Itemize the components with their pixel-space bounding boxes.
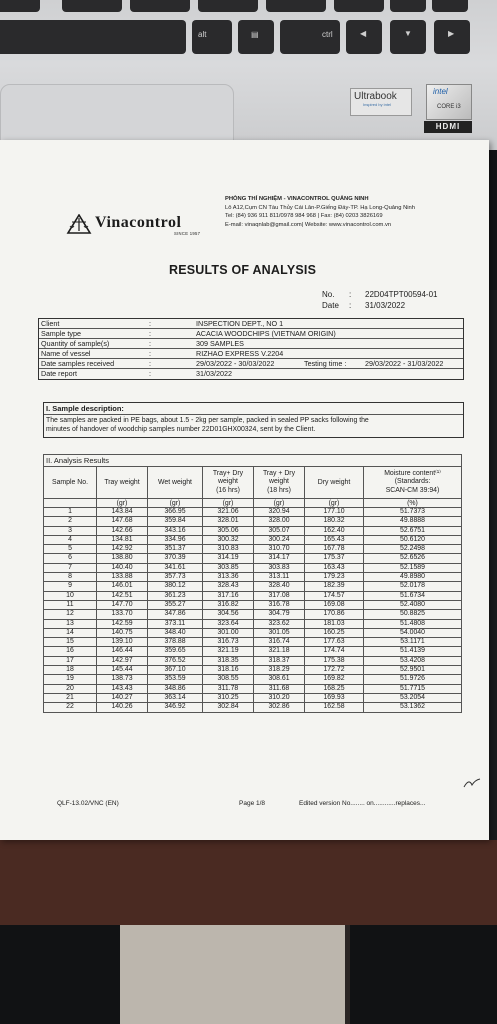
- tray-dry-18-cell: 305.07: [254, 526, 305, 535]
- table-row: [44, 545, 462, 554]
- tray-dry-18-cell: 318.37: [254, 656, 305, 665]
- description-heading: I. Sample description:: [44, 403, 463, 415]
- lab-address: [225, 195, 415, 229]
- tray-dry-16-cell: 308.55: [203, 675, 254, 684]
- info-value: 31/03/2022: [196, 369, 232, 379]
- leg-right: [350, 925, 497, 1024]
- moisture-cell: 50.8825: [364, 610, 462, 619]
- col-tray-dry-18-line1: Tray + Dry: [262, 469, 296, 477]
- dry-weight-cell: 177.10: [305, 508, 364, 517]
- tray-weight-cell: 145.44: [97, 666, 148, 675]
- unit-cell: (%): [364, 499, 462, 508]
- sample-no-cell: 6: [44, 554, 97, 563]
- wet-weight-cell: 361.23: [148, 591, 203, 600]
- dry-weight-cell: 172.72: [305, 666, 364, 675]
- key: [130, 0, 190, 12]
- moisture-cell: 54.0040: [364, 628, 462, 637]
- tray-dry-18-cell: 321.18: [254, 647, 305, 656]
- moisture-cell: 52.2498: [364, 545, 462, 554]
- wet-weight-cell: 357.73: [148, 573, 203, 582]
- ctrl-key: [280, 20, 340, 54]
- results-table: [43, 454, 462, 713]
- moisture-cell: 50.6120: [364, 535, 462, 544]
- tray-weight-cell: 143.43: [97, 684, 148, 693]
- sample-no-cell: 21: [44, 693, 97, 702]
- info-colon: :: [149, 319, 151, 328]
- col-moisture-line3: SCAN-CM 39:94): [385, 486, 440, 494]
- info-label: Date report: [41, 369, 77, 379]
- col-moisture: [364, 467, 462, 499]
- unit-cell-empty: [44, 499, 97, 508]
- arrow-right-icon: ▶: [448, 29, 455, 38]
- tray-dry-16-cell: 304.56: [203, 610, 254, 619]
- info-row-date-received: [39, 359, 463, 369]
- moisture-cell: 49.8888: [364, 517, 462, 526]
- key: [266, 0, 326, 12]
- dry-weight-cell: 175.38: [305, 656, 364, 665]
- results-header-row: [44, 467, 462, 499]
- tray-weight-cell: 140.26: [97, 703, 148, 712]
- info-label: Name of vessel: [41, 349, 91, 359]
- dry-weight-cell: 169.82: [305, 675, 364, 684]
- dry-weight-cell: 181.03: [305, 619, 364, 628]
- testing-time-label: Testing time :: [304, 359, 347, 369]
- sample-no-cell: 9: [44, 582, 97, 591]
- table-row: [44, 703, 462, 712]
- lab-address-line: Lô A12,Cụm CN Tàu Thủy Cái Lân-P.Giếng Đáy-TP. Hạ Long-Quảng Ninh: [225, 204, 416, 211]
- intel-core-label: CORE i3: [437, 104, 461, 110]
- tray-weight-cell: 142.66: [97, 526, 148, 535]
- dry-weight-cell: 165.43: [305, 535, 364, 544]
- dry-weight-cell: 163.43: [305, 563, 364, 572]
- wet-weight-cell: 366.95: [148, 508, 203, 517]
- key: [432, 0, 468, 12]
- dry-weight-cell: 179.23: [305, 573, 364, 582]
- key: [62, 0, 122, 12]
- sample-no-cell: 16: [44, 647, 97, 656]
- dry-weight-cell: 162.58: [305, 703, 364, 712]
- testing-time-value: 29/03/2022 - 31/03/2022: [365, 359, 444, 369]
- sample-description: [43, 402, 464, 438]
- info-colon: :: [149, 329, 151, 339]
- info-row-date-report: [39, 369, 463, 378]
- table-row: [44, 628, 462, 637]
- info-label: Client: [41, 319, 60, 328]
- tray-dry-16-cell: 318.16: [203, 666, 254, 675]
- wet-weight-cell: 355.27: [148, 600, 203, 609]
- tray-dry-16-cell: 317.16: [203, 591, 254, 600]
- tray-dry-18-cell: 317.08: [254, 591, 305, 600]
- tray-dry-18-cell: 320.94: [254, 508, 305, 517]
- key: [334, 0, 384, 12]
- sample-no-cell: 8: [44, 573, 97, 582]
- col-moisture-line1: Moisture content⁽¹⁾: [384, 469, 441, 477]
- alt-key: [192, 20, 232, 54]
- col-tray-dry-18: [254, 467, 305, 499]
- intel-sticker: [426, 84, 472, 120]
- tray-dry-16-cell: 311.78: [203, 684, 254, 693]
- tray-dry-18-cell: 308.61: [254, 675, 305, 684]
- moisture-cell: 52.6526: [364, 554, 462, 563]
- results-units-row: [44, 499, 462, 508]
- tray-dry-18-cell: 310.70: [254, 545, 305, 554]
- tray-dry-18-cell: 303.83: [254, 563, 305, 572]
- dry-weight-cell: 162.40: [305, 526, 364, 535]
- tray-dry-16-cell: 302.84: [203, 703, 254, 712]
- edited-version: Edited version No........ on............replaces...: [299, 800, 426, 807]
- wet-weight-cell: 378.88: [148, 638, 203, 647]
- table-row: [44, 638, 462, 647]
- info-value: INSPECTION DEPT., NO 1: [196, 319, 284, 328]
- tray-dry-16-cell: 305.06: [203, 526, 254, 535]
- moisture-cell: 52.4080: [364, 600, 462, 609]
- tray-weight-cell: 146.01: [97, 582, 148, 591]
- sample-no-cell: 1: [44, 508, 97, 517]
- hdmi-label: HDMI: [435, 122, 461, 131]
- info-row-quantity: [39, 339, 463, 349]
- col-tray-dry-18-line2: weight: [269, 478, 289, 486]
- report-date-colon: :: [349, 301, 352, 310]
- moisture-cell: 49.8980: [364, 573, 462, 582]
- tray-weight-cell: 140.40: [97, 563, 148, 572]
- lab-email: E-mail: vinaqnlab@gmail.com| Website: www.vinacontrol.com.vn: [225, 221, 392, 228]
- wet-weight-cell: 370.39: [148, 554, 203, 563]
- tray-dry-16-cell: 321.06: [203, 508, 254, 517]
- sample-no-cell: 19: [44, 675, 97, 684]
- tray-dry-16-cell: 303.85: [203, 563, 254, 572]
- unit-cell: (gr): [148, 499, 203, 508]
- sample-no-cell: 18: [44, 666, 97, 675]
- arrow-down-icon: ▼: [404, 29, 412, 38]
- tray-dry-16-cell: 310.25: [203, 693, 254, 702]
- info-label: Sample type: [41, 329, 81, 339]
- intel-label: intel: [433, 87, 448, 96]
- page-number: Page 1/8: [239, 800, 266, 807]
- tray-dry-18-cell: 316.74: [254, 638, 305, 647]
- client-info-table: [38, 318, 464, 380]
- report-number-label: No.: [322, 290, 335, 299]
- info-row-sample-type: [39, 329, 463, 339]
- menu-key: [238, 20, 274, 54]
- col-tray-weight: Tray weight: [97, 467, 148, 499]
- sample-no-cell: 17: [44, 656, 97, 665]
- tray-weight-cell: 133.70: [97, 610, 148, 619]
- tray-dry-16-cell: 321.19: [203, 647, 254, 656]
- table-row: [44, 563, 462, 572]
- tray-dry-16-cell: 316.82: [203, 600, 254, 609]
- tray-weight-cell: 142.51: [97, 591, 148, 600]
- ultrabook-sticker: [350, 88, 412, 116]
- moisture-cell: 51.7373: [364, 508, 462, 517]
- report-date: 31/03/2022: [365, 301, 406, 310]
- sample-no-cell: 20: [44, 684, 97, 693]
- dry-weight-cell: 174.74: [305, 647, 364, 656]
- table-row: [44, 535, 462, 544]
- unit-cell: (gr): [97, 499, 148, 508]
- tray-dry-16-cell: 314.19: [203, 554, 254, 563]
- dry-weight-cell: 170.86: [305, 610, 364, 619]
- tray-weight-cell: 146.44: [97, 647, 148, 656]
- col-tray-dry-16: [203, 467, 254, 499]
- tray-dry-18-cell: 328.40: [254, 582, 305, 591]
- sample-no-cell: 15: [44, 638, 97, 647]
- wet-weight-cell: 367.10: [148, 666, 203, 675]
- laptop-keyboard-area: [0, 0, 497, 160]
- info-label: Date samples received: [41, 359, 115, 369]
- wet-weight-cell: 346.92: [148, 703, 203, 712]
- moisture-cell: 51.4139: [364, 647, 462, 656]
- tray-dry-18-cell: 323.62: [254, 619, 305, 628]
- table-row: [44, 508, 462, 517]
- wet-weight-cell: 341.61: [148, 563, 203, 572]
- col-tray-dry-18-line3: (18 hrs): [267, 486, 291, 494]
- tray-dry-18-cell: 302.86: [254, 703, 305, 712]
- ctrl-key-label: ctrl: [322, 30, 333, 39]
- moisture-cell: 51.7715: [364, 684, 462, 693]
- key: [390, 0, 426, 12]
- wet-weight-cell: 376.52: [148, 656, 203, 665]
- tray-dry-18-cell: 328.00: [254, 517, 305, 526]
- report-number-colon: :: [349, 290, 352, 299]
- key: [198, 0, 258, 12]
- table-row: [44, 656, 462, 665]
- wet-weight-cell: 353.59: [148, 675, 203, 684]
- table-row: [44, 619, 462, 628]
- sample-no-cell: 7: [44, 563, 97, 572]
- arrow-left-icon: ◀: [360, 29, 367, 38]
- dry-weight-cell: 180.32: [305, 517, 364, 526]
- arrow-right-key: [434, 20, 470, 54]
- table-row: [44, 582, 462, 591]
- col-tray-dry-16-line3: (16 hrs): [216, 486, 240, 494]
- sample-no-cell: 4: [44, 535, 97, 544]
- table-row: [44, 526, 462, 535]
- tray-dry-16-cell: 310.83: [203, 545, 254, 554]
- tray-weight-cell: 147.70: [97, 600, 148, 609]
- arrow-down-key: [390, 20, 426, 54]
- sample-no-cell: 12: [44, 610, 97, 619]
- wet-weight-cell: 343.16: [148, 526, 203, 535]
- sample-no-cell: 10: [44, 591, 97, 600]
- table-row: [44, 573, 462, 582]
- moisture-cell: 52.0178: [364, 582, 462, 591]
- col-wet-weight: Wet weight: [148, 467, 203, 499]
- tray-weight-cell: 142.92: [97, 545, 148, 554]
- ultrabook-label: Ultrabook: [354, 91, 397, 102]
- tray-dry-16-cell: 323.64: [203, 619, 254, 628]
- table-row: [44, 675, 462, 684]
- table-row: [44, 554, 462, 563]
- key: [0, 0, 40, 12]
- sample-no-cell: 14: [44, 628, 97, 637]
- sample-no-cell: 3: [44, 526, 97, 535]
- signature-mark: [462, 776, 482, 790]
- col-sample-no: Sample No.: [44, 467, 97, 499]
- report-date-label: Date: [322, 301, 339, 310]
- tray-dry-16-cell: 328.43: [203, 582, 254, 591]
- tray-weight-cell: 142.97: [97, 656, 148, 665]
- dry-weight-cell: 169.93: [305, 693, 364, 702]
- info-row-client: [39, 319, 463, 329]
- tray-dry-18-cell: 316.78: [254, 600, 305, 609]
- tray-dry-18-cell: 314.17: [254, 554, 305, 563]
- wet-weight-cell: 348.40: [148, 628, 203, 637]
- tray-weight-cell: 143.84: [97, 508, 148, 517]
- ultrabook-sub-label: Inspired by intel: [363, 102, 392, 107]
- moisture-cell: 52.6751: [364, 526, 462, 535]
- sample-no-cell: 5: [44, 545, 97, 554]
- moisture-cell: 53.2054: [364, 693, 462, 702]
- info-colon: :: [149, 359, 151, 369]
- arrow-left-key: [346, 20, 382, 54]
- company-logo-text: Vinacontrol: [95, 214, 182, 231]
- wet-weight-cell: 359.84: [148, 517, 203, 526]
- report-paper: [0, 140, 489, 840]
- tray-weight-cell: 139.10: [97, 638, 148, 647]
- wet-weight-cell: 373.11: [148, 619, 203, 628]
- col-tray-dry-16-line1: Tray+ Dry: [212, 469, 244, 477]
- wet-weight-cell: 359.65: [148, 647, 203, 656]
- description-text-line2: minutes of handover of woodchip samples number 22D01GHX00324, sent by the Client.: [46, 426, 316, 433]
- dry-weight-cell: 175.37: [305, 554, 364, 563]
- report-number: 22D04TPT00594-01: [365, 290, 438, 299]
- wet-weight-cell: 351.37: [148, 545, 203, 554]
- dry-weight-cell: 160.25: [305, 628, 364, 637]
- moisture-cell: 52.9501: [364, 666, 462, 675]
- tray-dry-16-cell: 301.00: [203, 628, 254, 637]
- page-title: RESULTS OF ANALYSIS: [169, 263, 317, 277]
- info-colon: :: [149, 369, 151, 379]
- results-heading: II. Analysis Results: [44, 455, 462, 467]
- info-label: Quantity of sample(s): [41, 339, 110, 349]
- tray-dry-18-cell: 300.24: [254, 535, 305, 544]
- tray-dry-16-cell: 313.36: [203, 573, 254, 582]
- tray-weight-cell: 140.27: [97, 693, 148, 702]
- menu-icon: ▤: [251, 30, 259, 39]
- tray-weight-cell: 140.75: [97, 628, 148, 637]
- table-row: [44, 684, 462, 693]
- dry-weight-cell: 182.39: [305, 582, 364, 591]
- dry-weight-cell: 174.57: [305, 591, 364, 600]
- tray-dry-16-cell: 328.01: [203, 517, 254, 526]
- tray-dry-18-cell: 311.68: [254, 684, 305, 693]
- hdmi-logo: [424, 121, 472, 133]
- tray-weight-cell: 138.73: [97, 675, 148, 684]
- table-row: [44, 591, 462, 600]
- info-colon: :: [149, 349, 151, 359]
- info-row-vessel: [39, 349, 463, 359]
- unit-cell: (gr): [203, 499, 254, 508]
- lab-name: PHÒNG THÍ NGHIỆM - VINACONTROL QUẢNG NINH: [225, 196, 369, 202]
- scales-logo-icon: [66, 214, 92, 234]
- table-row: [44, 693, 462, 702]
- moisture-cell: 53.1171: [364, 638, 462, 647]
- tray-weight-cell: 133.88: [97, 573, 148, 582]
- moisture-cell: 51.6734: [364, 591, 462, 600]
- form-code: QLF-13.02/VNC (EN): [57, 800, 119, 807]
- tray-dry-16-cell: 300.32: [203, 535, 254, 544]
- tray-weight-cell: 134.81: [97, 535, 148, 544]
- company-since: SINCE 1957: [174, 231, 201, 236]
- wet-weight-cell: 348.86: [148, 684, 203, 693]
- floor-light: [115, 925, 345, 1024]
- lab-phone: Tel: (84) 936 911 811/0978 984 968 | Fax: (84) 0203 3826169: [225, 213, 383, 220]
- sample-no-cell: 22: [44, 703, 97, 712]
- table-edge: [0, 840, 497, 925]
- table-row: [44, 610, 462, 619]
- col-moisture-line2: (Standards:: [394, 478, 431, 486]
- table-row: [44, 600, 462, 609]
- wet-weight-cell: 363.14: [148, 693, 203, 702]
- wet-weight-cell: 334.96: [148, 535, 203, 544]
- unit-cell: (gr): [254, 499, 305, 508]
- dry-weight-cell: 168.25: [305, 684, 364, 693]
- alt-key-label: alt: [198, 30, 207, 39]
- sample-no-cell: 11: [44, 600, 97, 609]
- info-value: 309 SAMPLES: [196, 339, 244, 349]
- moisture-cell: 53.4208: [364, 656, 462, 665]
- info-value: ACACIA WOODCHIPS (VIETNAM ORIGIN): [196, 329, 336, 339]
- dry-weight-cell: 167.78: [305, 545, 364, 554]
- tray-dry-18-cell: 304.79: [254, 610, 305, 619]
- wet-weight-cell: 347.86: [148, 610, 203, 619]
- sample-no-cell: 2: [44, 517, 97, 526]
- dry-weight-cell: 169.08: [305, 600, 364, 609]
- results-body: [44, 508, 462, 713]
- tray-dry-18-cell: 301.05: [254, 628, 305, 637]
- sample-no-cell: 13: [44, 619, 97, 628]
- tray-dry-18-cell: 313.11: [254, 573, 305, 582]
- space-key: [0, 20, 186, 54]
- table-row: [44, 647, 462, 656]
- table-row: [44, 517, 462, 526]
- tray-weight-cell: 138.80: [97, 554, 148, 563]
- dry-weight-cell: 177.63: [305, 638, 364, 647]
- tray-dry-18-cell: 318.29: [254, 666, 305, 675]
- leg-left: [0, 925, 120, 1024]
- moisture-cell: 51.4808: [364, 619, 462, 628]
- col-dry-weight: Dry weight: [305, 467, 364, 499]
- unit-cell: (gr): [305, 499, 364, 508]
- tray-weight-cell: 142.59: [97, 619, 148, 628]
- moisture-cell: 51.9726: [364, 675, 462, 684]
- info-colon: :: [149, 339, 151, 349]
- tray-dry-16-cell: 316.73: [203, 638, 254, 647]
- table-row: [44, 666, 462, 675]
- tray-dry-16-cell: 318.35: [203, 656, 254, 665]
- wet-weight-cell: 380.12: [148, 582, 203, 591]
- tray-weight-cell: 147.68: [97, 517, 148, 526]
- tray-dry-18-cell: 310.20: [254, 693, 305, 702]
- moisture-cell: 52.1589: [364, 563, 462, 572]
- description-text-line1: The samples are packed in PE bags, about 1.5 - 2kg per sample, packed in sealed PP sacks following the: [46, 417, 369, 424]
- info-value: RIZHAO EXPRESS V.2204: [196, 349, 284, 359]
- col-tray-dry-16-line2: weight: [218, 478, 238, 486]
- info-value: 29/03/2022 - 30/03/2022: [196, 359, 275, 369]
- moisture-cell: 53.1362: [364, 703, 462, 712]
